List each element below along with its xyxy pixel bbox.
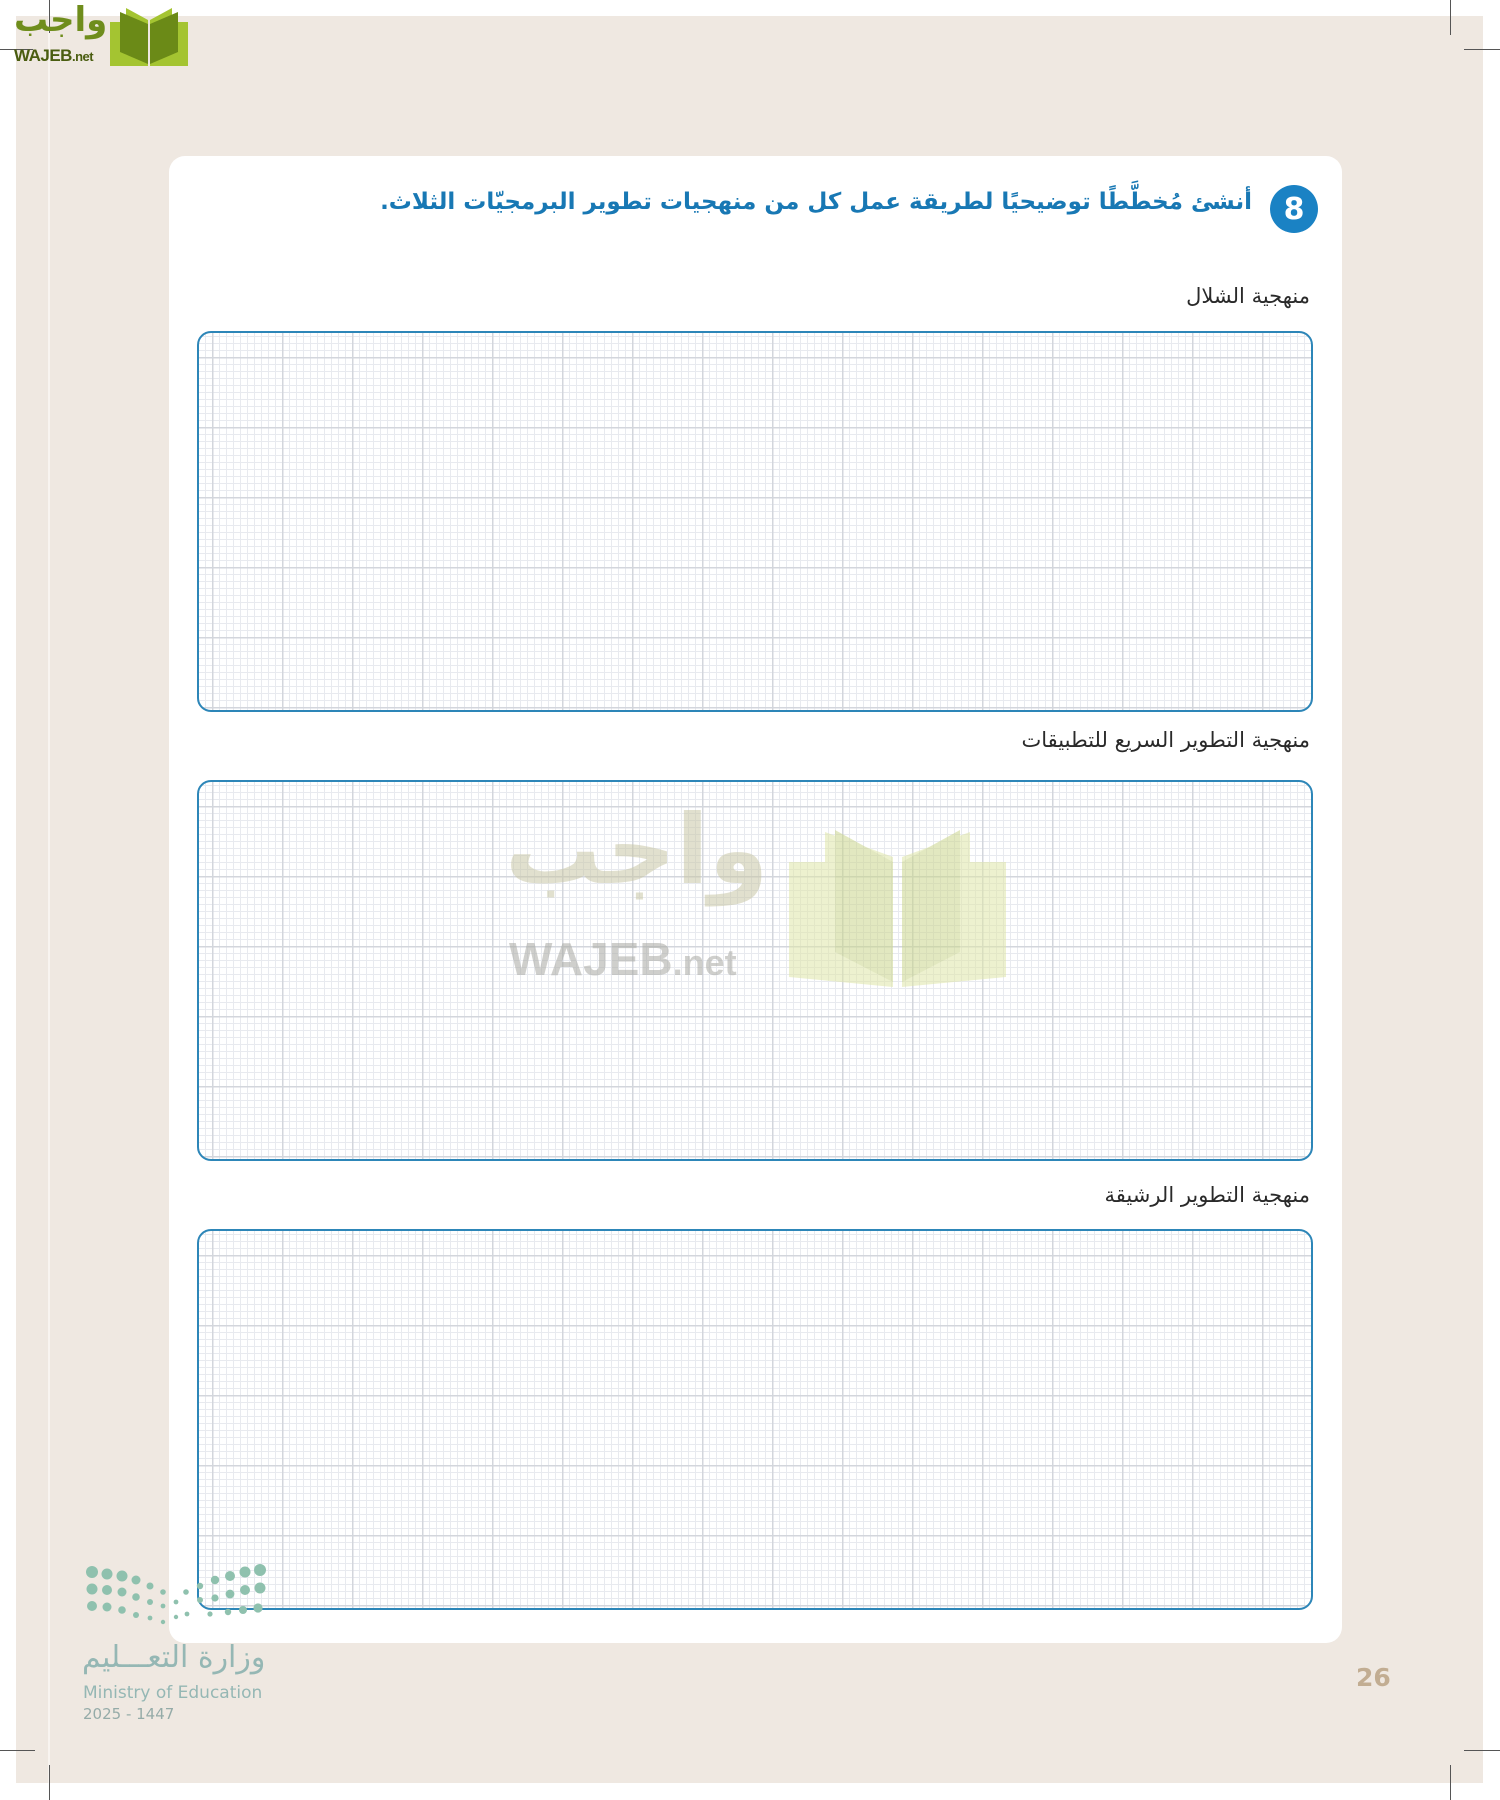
question-number-badge: 8 <box>1270 185 1318 233</box>
crop-mark <box>0 1750 35 1751</box>
crop-mark <box>1450 0 1451 35</box>
crop-mark <box>1450 1765 1451 1800</box>
edition-year: 2025 - 1447 <box>83 1705 175 1723</box>
crop-mark <box>1464 1750 1500 1751</box>
ministry-name-english: Ministry of Education <box>83 1683 263 1703</box>
open-book-icon <box>108 6 190 68</box>
question-text: أنشئ مُخطَّطًا توضيحيًا لطريقة عمل كل من منهجيات تطوير البرمجيّات الثلاث. <box>380 189 1252 215</box>
section-label-agile: منهجية التطوير الرشيقة <box>1104 1183 1310 1207</box>
crop-mark <box>49 1765 50 1800</box>
ministry-name-arabic: وزارة التعـــليم <box>82 1640 266 1675</box>
page-number: 26 <box>1356 1663 1391 1692</box>
wajeb-logo-arabic: واجب <box>14 0 108 40</box>
drawing-grid-waterfall[interactable] <box>197 331 1313 712</box>
watermark-arabic: واجب <box>505 794 769 906</box>
wajeb-logo[interactable] <box>10 0 190 66</box>
section-label-rad: منهجية التطوير السريع للتطبيقات <box>1021 728 1310 752</box>
wajeb-watermark <box>505 794 1005 992</box>
drawing-grid-agile[interactable] <box>197 1229 1313 1610</box>
binding-line <box>48 16 50 1783</box>
watermark-latin: WAJEB.net <box>509 933 737 985</box>
ministry-logo-dots <box>80 1562 280 1632</box>
crop-mark <box>1464 49 1500 50</box>
watermark-book-icon <box>785 812 1010 992</box>
section-label-waterfall: منهجية الشلال <box>1186 284 1310 308</box>
wajeb-logo-latin: WAJEB.net <box>14 46 94 65</box>
